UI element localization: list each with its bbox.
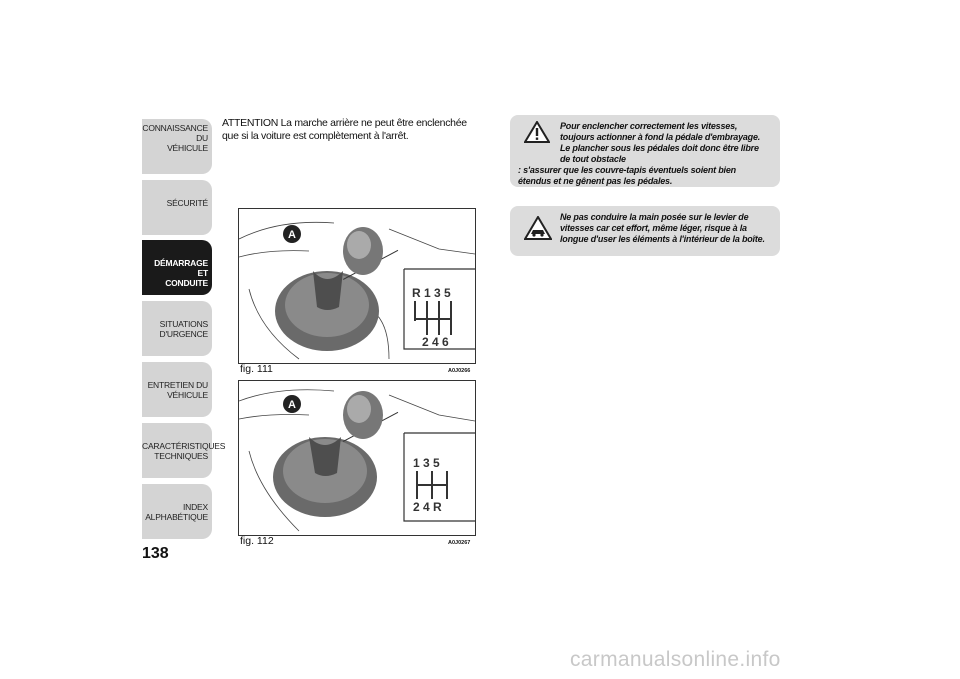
figure-caption: fig. 111: [240, 363, 273, 375]
tab-label-line2: D'URGENCE: [159, 329, 208, 339]
figure-code: A0J0266: [448, 368, 471, 374]
tab-label-line2: CONDUITE: [165, 278, 208, 288]
figure-label-a: A: [288, 229, 296, 241]
tab-label-line1: CONNAISSANCE DU: [142, 123, 208, 143]
figure-label-a: A: [288, 399, 296, 411]
warning-box-gear-lever: [510, 206, 780, 256]
sidebar-tab-securite[interactable]: [142, 180, 212, 235]
tab-label-line2: VÉHICULE: [167, 143, 208, 153]
gear-pattern-top-row: R 1 3 5: [412, 286, 451, 300]
warning-text-full: : s'assurer que les couvre-tapis éventuels soient bien étendus et ne gênent pas les pédales.: [518, 165, 736, 186]
sidebar-tab-connaissance[interactable]: [142, 119, 212, 174]
sidebar-tab-caracteristiques[interactable]: [142, 423, 226, 478]
warning-triangle-icon: [524, 121, 550, 148]
gear-lever-illustration: [239, 209, 475, 363]
gear-lever-illustration: [239, 381, 475, 535]
warning-text-indented: Ne pas conduire la main posée sur le levier de vitesses car cet effort, même léger, risque à la longue d'user les éléments à l'intérieur de la boîte.: [560, 212, 765, 244]
sidebar-tab-index[interactable]: [142, 484, 212, 539]
sidebar-tab-demarrage[interactable]: [142, 240, 212, 295]
tab-label-line1: SÉCURITÉ: [166, 198, 208, 208]
warning-box-clutch: [510, 115, 780, 187]
gear-shift-pattern-icon: [415, 301, 451, 335]
tab-label-line1: DÉMARRAGE ET: [154, 258, 208, 278]
gear-pattern-bottom-row: 2 4 R: [413, 500, 442, 514]
page-number: 138: [142, 545, 169, 562]
sidebar-tab-entretien[interactable]: [142, 362, 212, 417]
tab-label-line1: INDEX: [183, 502, 208, 512]
gear-pattern-bottom-row: 2 4 6: [422, 335, 449, 349]
warning-text-indented: Pour enclencher correctement les vitesses, toujours actionner à fond la pédale d'embrayage. Le plancher sous les pédales doit donc être libre de tout obstacle: [560, 121, 761, 164]
tab-label-line1: ENTRETIEN DU: [147, 380, 208, 390]
sidebar-tab-urgence[interactable]: [142, 301, 212, 356]
tab-label-line1: SITUATIONS: [159, 319, 208, 329]
figure-111: [238, 208, 476, 364]
gear-shift-pattern-icon: [417, 471, 447, 499]
car-damage-warning-icon: [524, 216, 552, 245]
figure-caption: fig. 112: [240, 535, 274, 547]
tab-label-line2: VÉHICULE: [167, 390, 208, 400]
attention-paragraph: ATTENTION La marche arrière ne peut être enclenchée que si la voiture est complètement à l'arrêt.: [222, 117, 467, 142]
figure-code: A0J0267: [448, 540, 471, 546]
figure-112: [238, 380, 476, 536]
gear-pattern-top-row: 1 3 5: [413, 456, 440, 470]
watermark: carmanualsonline.info: [570, 648, 781, 671]
tab-label-line2: TECHNIQUES: [154, 451, 208, 461]
tab-label-line1: CARACTÉRISTIQUES: [142, 441, 226, 451]
tab-label-line2: ALPHABÉTIQUE: [145, 512, 208, 522]
